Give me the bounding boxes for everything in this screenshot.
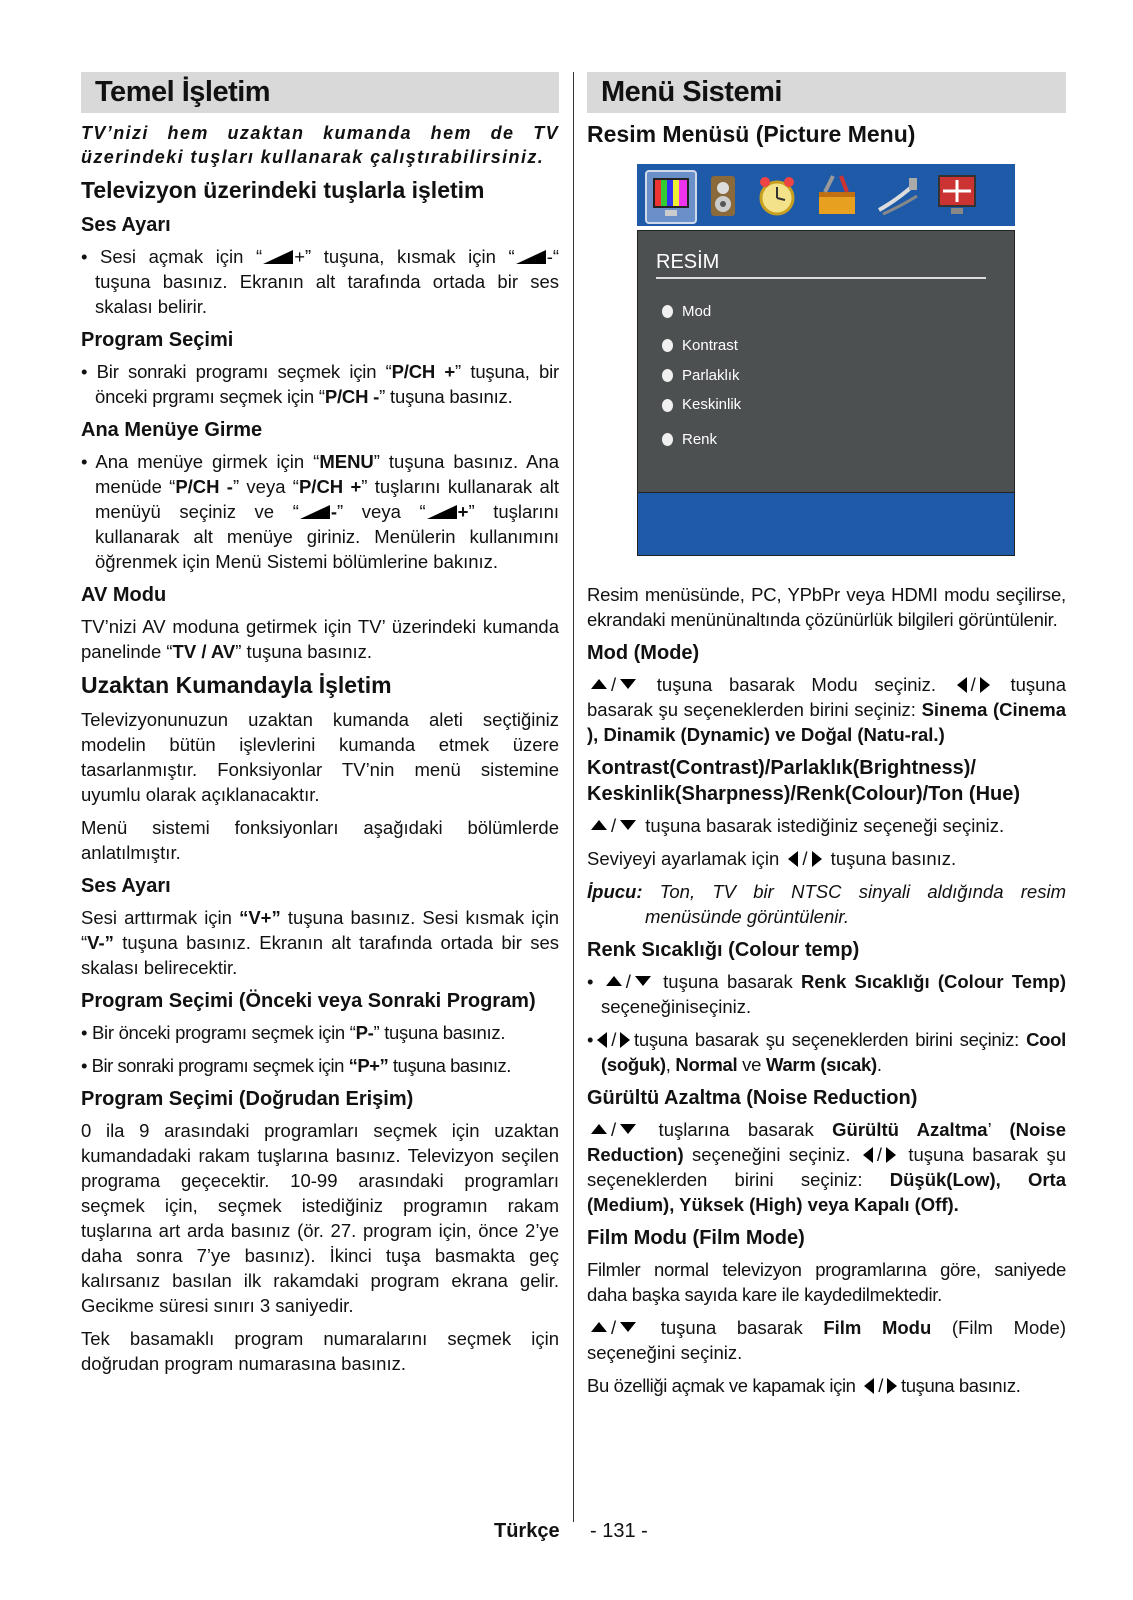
right-arrow-icon bbox=[812, 851, 822, 867]
heading-prog-prev-next: Program Seçimi (Önceki veya Sonraki Program) bbox=[81, 990, 536, 1012]
right-arrow-icon bbox=[620, 1032, 630, 1048]
heading-mode: Mod (Mode) bbox=[587, 642, 700, 664]
left-column bbox=[81, 72, 559, 1384]
menu-bullet-icon bbox=[662, 433, 673, 446]
menu-panel bbox=[637, 230, 1015, 494]
remote-paragraph-2: Menü sistemi fonksiyonları aşağıdaki bölümlerde anlatılmıştır. bbox=[81, 817, 559, 863]
picture-menu-icon bbox=[645, 170, 697, 224]
heading-picture-menu: Resim Menüsü (Picture Menu) bbox=[587, 121, 916, 147]
right-arrow-icon bbox=[980, 677, 990, 693]
picture-paragraph: Resim menüsünde, PC, YPbPr veya HDMI modu seçilirse, ekrandaki menününaltında çözünürlük bilgileri görüntülenir. bbox=[587, 584, 1066, 630]
remote-volume-paragraph: Sesi arttırmak için “V+” tuşuna basınız. Sesi kısmak için “V-” tuşuna basınız. Ekranın alt tarafında ortada bir ses skalası belirecektir. bbox=[81, 907, 559, 978]
left-arrow-icon bbox=[597, 1032, 607, 1048]
prog-prev-paragraph: • Bir önceki programı seçmek için “P-” tuşuna basınız. bbox=[81, 1022, 506, 1043]
setup-menu-icon bbox=[813, 170, 861, 220]
prog-direct-paragraph-2: Tek basamaklı program numaralarını seçmek için doğrudan program numarasına basınız. bbox=[81, 1328, 559, 1374]
volume-wedge-icon bbox=[427, 505, 457, 519]
menu-panel-title: RESİM bbox=[656, 251, 720, 273]
menu-icon-bar bbox=[637, 164, 1015, 226]
film-paragraph-3: Bu özelliği açmak ve kapamak için / tuşuna basınız. bbox=[587, 1375, 1021, 1396]
tip-paragraph: İpucu: Ton, TV bir NTSC sinyali aldığında resim menüsünde görüntülenir. bbox=[587, 881, 1066, 927]
intro-text: TV’nizi hem uzaktan kumanda hem de TV üzerindeki tuşları kullanarak çalıştırabilirsiniz. bbox=[81, 123, 559, 167]
volume-wedge-icon bbox=[300, 505, 330, 519]
down-arrow-icon bbox=[635, 976, 651, 986]
up-arrow-icon bbox=[591, 1124, 607, 1134]
remote-paragraph-1: Televizyonunuzun uzaktan kumanda aleti seçtiğiniz modelin bütün işlevlerini kumanda etmek üzere tasarlanmıştır. Fonksiyonlar TV’nin menü sistemine uyumlu olarak açıklanacaktır. bbox=[81, 709, 559, 805]
av-paragraph: TV’nizi AV moduna getirmek için TV’ üzerindeki kumanda panelinde “TV / AV” tuşuna basınız. bbox=[81, 616, 559, 662]
left-arrow-icon bbox=[957, 677, 967, 693]
main-menu-paragraph: • Ana menüye girmek için “MENU” tuşuna basınız. Ana menüde “P/CH -” veya “P/CH +” tuşlarını kullanarak alt menüyü seçiniz ve “ -” veya “ +” tuşlarını kullanarak alt menüye giriniz. Menülerin kullanımını öğrenmek için Menü Sistemi bölümlerine bakınız. bbox=[81, 451, 560, 572]
column-divider bbox=[573, 72, 574, 1522]
menu-item-kontrast[interactable]: Kontrast bbox=[682, 337, 738, 354]
menu-item-parlaklik[interactable]: Parlaklık bbox=[682, 367, 740, 384]
section-title-menu-system: Menü Sistemi bbox=[587, 72, 1066, 113]
heading-film-mode: Film Modu (Film Mode) bbox=[587, 1227, 805, 1249]
menu-bullet-icon bbox=[662, 369, 673, 382]
source-menu-icon bbox=[873, 170, 921, 220]
menu-item-mod[interactable]: Mod bbox=[682, 303, 712, 320]
heading-colour-temp: Renk Sıcaklığı (Colour temp) bbox=[587, 939, 860, 961]
menu-item-keskinlik[interactable]: Keskinlik bbox=[682, 396, 742, 413]
up-arrow-icon bbox=[606, 976, 622, 986]
colour-temp-paragraph-2: • / tuşuna basarak şu seçeneklerden birini seçiniz: Cool (soğuk), Normal ve Warm (sıcak). bbox=[587, 1029, 1066, 1075]
left-arrow-icon bbox=[863, 1147, 873, 1163]
footer-page-number: - 131 - bbox=[590, 1520, 648, 1542]
noise-paragraph: / tuşlarına basarak Gürültü Azaltma’ (Noise Reduction) seçeneğini seçiniz. / tuşuna basarak şu seçeneklerden birini seçiniz: Düşük(Low), Orta (Medium), Yüksek (High) veya Kapalı (Off). bbox=[587, 1119, 1066, 1215]
menu-item-renk[interactable]: Renk bbox=[682, 431, 718, 448]
sound-menu-icon bbox=[699, 170, 747, 220]
down-arrow-icon bbox=[620, 679, 636, 689]
down-arrow-icon bbox=[620, 1322, 636, 1332]
section-title-basic-operation: Temel İşletim bbox=[81, 72, 559, 113]
prog-next-paragraph: • Bir sonraki programı seçmek için “P+” tuşuna basınız. bbox=[81, 1055, 511, 1076]
colour-temp-paragraph-1: • / tuşuna basarak Renk Sıcaklığı (Colour Temp) seçeneğiniseçiniz. bbox=[587, 971, 1066, 1017]
volume-wedge-icon bbox=[263, 250, 293, 264]
down-arrow-icon bbox=[620, 820, 636, 830]
heading-remote-operation: Uzaktan Kumandayla İşletim bbox=[81, 672, 392, 698]
menu-title-rule bbox=[656, 277, 986, 279]
contrast-paragraph-2: Seviyeyi ayarlamak için / tuşuna basınız. bbox=[587, 848, 957, 869]
film-paragraph-1: Filmler normal televizyon programlarına göre, saniyede daha başka sayıda kare ile kaydedilmektedir. bbox=[587, 1259, 1066, 1305]
right-arrow-icon bbox=[887, 1378, 897, 1394]
contrast-paragraph-1: / tuşuna basarak istediğiniz seçeneği seçiniz. bbox=[587, 813, 1066, 838]
footer-language: Türkçe bbox=[494, 1520, 560, 1542]
heading-prog-direct: Program Seçimi (Doğrudan Erişim) bbox=[81, 1088, 414, 1110]
heading-remote-volume: Ses Ayarı bbox=[81, 875, 171, 897]
film-paragraph-2: / tuşuna basarak Film Modu (Film Mode) seçeneğini seçiniz. bbox=[587, 1317, 1067, 1363]
heading-noise-reduction: Gürültü Azaltma (Noise Reduction) bbox=[587, 1087, 918, 1109]
heading-tv-buttons: Televizyon üzerindeki tuşlarla işletim bbox=[81, 177, 485, 203]
menu-bullet-icon bbox=[662, 305, 673, 318]
volume-paragraph: • Sesi açmak için “ +” tuşuna, kısmak için “ -“ tuşuna basınız. Ekranın alt tarafında ortada bir ses skalası belirir. bbox=[81, 246, 560, 317]
up-arrow-icon bbox=[591, 1322, 607, 1332]
volume-wedge-icon bbox=[516, 250, 546, 264]
menu-bullet-icon bbox=[662, 399, 673, 412]
pc-menu-icon bbox=[933, 170, 981, 220]
heading-volume: Ses Ayarı bbox=[81, 214, 171, 236]
heading-program-select: Program Seçimi bbox=[81, 329, 234, 351]
timer-menu-icon bbox=[753, 170, 801, 220]
up-arrow-icon bbox=[591, 820, 607, 830]
right-arrow-icon bbox=[886, 1147, 896, 1163]
left-arrow-icon bbox=[788, 851, 798, 867]
mode-paragraph: / tuşuna basarak Modu seçiniz. / tuşuna basarak şu seçeneklerden birini seçiniz: Sinema (Cinema ), Dinamik (Dynamic) ve Doğal (Natu-ral.) bbox=[587, 674, 1066, 745]
up-arrow-icon bbox=[591, 679, 607, 689]
prog-direct-paragraph-1: 0 ila 9 arasındaki programları seçmek için uzaktan kumandadaki rakam tuşlarına basınız. Televizyon seçilen programa geçecektir. 10-99 arasındaki programları seçmek için, seçmek istediğiniz programın rakam tuşlarına art arda basınız (ör. 27. program için, önce 2’ye daha sonra 7’ye basınız). İkinci tuşa basmakta geç kalırsanız basılan ilk rakamdaki program ekrana gelir. Gecikme süresi sınırı 3 saniyedir. bbox=[81, 1120, 559, 1316]
heading-av-mode: AV Modu bbox=[81, 584, 167, 606]
program-paragraph: • Bir sonraki programı seçmek için “P/CH +” tuşuna, bir önceki prgramı seçmek için “P/CH -” tuşuna basınız. bbox=[81, 361, 559, 407]
heading-main-menu: Ana Menüye Girme bbox=[81, 419, 263, 441]
menu-bottom-bar bbox=[637, 492, 1015, 556]
right-column bbox=[587, 72, 1066, 1406]
menu-bullet-icon bbox=[662, 339, 673, 352]
left-arrow-icon bbox=[864, 1378, 874, 1394]
heading-contrast: Kontrast(Contrast)/Parlaklık(Brightness)/ Keskinlik(Sharpness)/Renk(Colour)/Ton (Hue) bbox=[587, 757, 1021, 805]
picture-menu-screenshot bbox=[637, 164, 1015, 562]
down-arrow-icon bbox=[620, 1124, 636, 1134]
